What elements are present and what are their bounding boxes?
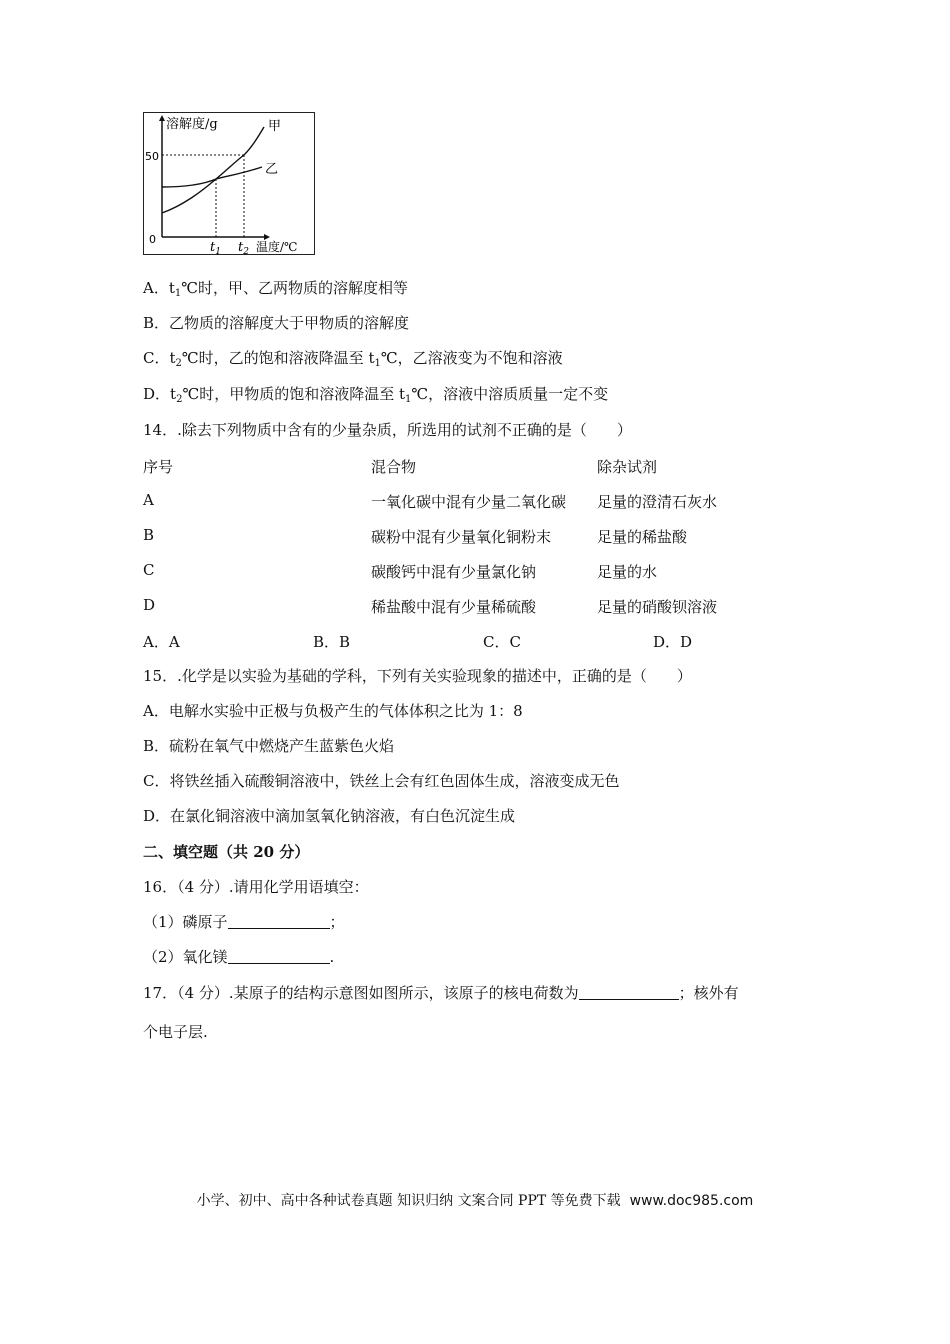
page-footer [0, 1190, 950, 1210]
q15-option-a: A．电解水实验中正极与负极产生的气体体积之比为 1：8 [143, 702, 523, 720]
q16-item1: （1）磷原子 ； [143, 913, 345, 931]
q14-row-d-index: D [143, 596, 156, 614]
q14-header-mixture: 混合物 [371, 458, 417, 476]
q14-row-a-mixture: 一氧化碳中混有少量二氧化碳 [371, 493, 567, 511]
q13-option-b: B．乙物质的溶解度大于甲物质的溶解度 [143, 314, 410, 332]
x-tick-t2: $t_2$ [238, 240, 249, 254]
section2-title: 二、填空题（共 20 分） [143, 843, 310, 861]
q17-stem: 17．（4 分）.某原子的结构示意图如图所示，该原子的核电荷数为 ；核外有 [143, 984, 739, 1002]
q14-header-index: 序号 [143, 458, 174, 476]
footer-text: 小学、初中、高中各种试卷真题 知识归纳 文案合同 PPT 等免费下载 [196, 1193, 621, 1209]
y-axis-label: 溶解度/g [166, 117, 218, 132]
q14-row-a-index: A [143, 491, 154, 509]
series-yi-curve [162, 167, 262, 187]
q16-stem: 16．（4 分）.请用化学用语填空： [143, 878, 369, 896]
series-jia-label: 甲 [268, 119, 282, 134]
q17-blank-charge[interactable] [579, 983, 679, 1000]
q14-row-b-reagent: 足量的稀盐酸 [597, 528, 688, 546]
q15-option-d: D．在氯化铜溶液中滴加氢氧化钠溶液，有白色沉淀生成 [143, 807, 516, 825]
q14-stem: 14．.除去下列物质中含有的少量杂质，所选用的试剂不正确的是（ ） [143, 421, 632, 439]
q14-row-c-mixture: 碳酸钙中混有少量氯化钠 [371, 563, 537, 581]
q15-option-c: C．将铁丝插入硫酸铜溶液中，铁丝上会有红色固体生成，溶液变成无色 [143, 772, 620, 790]
q14-row-c-reagent: 足量的水 [597, 563, 658, 581]
q14-header-reagent: 除杂试剂 [597, 458, 658, 476]
q16-item1-blank[interactable] [228, 912, 330, 929]
solubility-chart-svg [144, 113, 314, 254]
solubility-chart [143, 112, 315, 255]
q17-line2: 个电子层. [143, 1023, 208, 1041]
footer-url[interactable]: www.doc985.com [629, 1193, 754, 1209]
x-axis-label: 温度/℃ [256, 240, 298, 254]
q14-row-d-reagent: 足量的硝酸钡溶液 [597, 598, 718, 616]
x-tick-t1: $t_1$ [210, 240, 221, 254]
y-tick-50: 50 [145, 150, 159, 163]
q13-option-a: A．$t_1℃$时，甲、乙两物质的溶解度相等 [143, 279, 409, 299]
q16-item2: （2）氧化镁 . [143, 948, 335, 966]
q15-stem: 15．.化学是以实验为基础的学科，下列有关实验现象的描述中，正确的是（ ） [143, 667, 692, 685]
q14-option-d: D．D [653, 633, 693, 651]
q14-row-a-reagent: 足量的澄清石灰水 [597, 493, 718, 511]
q14-row-c-index: C [143, 561, 155, 579]
q14-row-d-mixture: 稀盐酸中混有少量稀硫酸 [371, 598, 537, 616]
series-jia-curve [162, 127, 264, 213]
origin-label: 0 [149, 233, 156, 246]
q14-option-b: B．B [313, 633, 351, 651]
q14-row-b-mixture: 碳粉中混有少量氧化铜粉末 [371, 528, 552, 546]
q14-option-c: C．C [483, 633, 521, 651]
y-axis-arrow [159, 115, 165, 121]
q13-option-c: C．$t_2℃$时，乙的饱和溶液降温至 $t_1℃$，乙溶液变为不饱和溶液 [143, 349, 563, 369]
q15-option-b: B．硫粉在氧气中燃烧产生蓝紫色火焰 [143, 737, 395, 755]
q14-row-b-index: B [143, 526, 155, 544]
q16-item2-blank[interactable] [228, 947, 330, 964]
series-yi-label: 乙 [265, 162, 279, 177]
q13-option-d: D．$t_2℃$时，甲物质的饱和溶液降温至 $t_1℃$，溶液中溶质质量一定不变 [143, 385, 609, 405]
q14-option-a: A．A [143, 633, 180, 651]
